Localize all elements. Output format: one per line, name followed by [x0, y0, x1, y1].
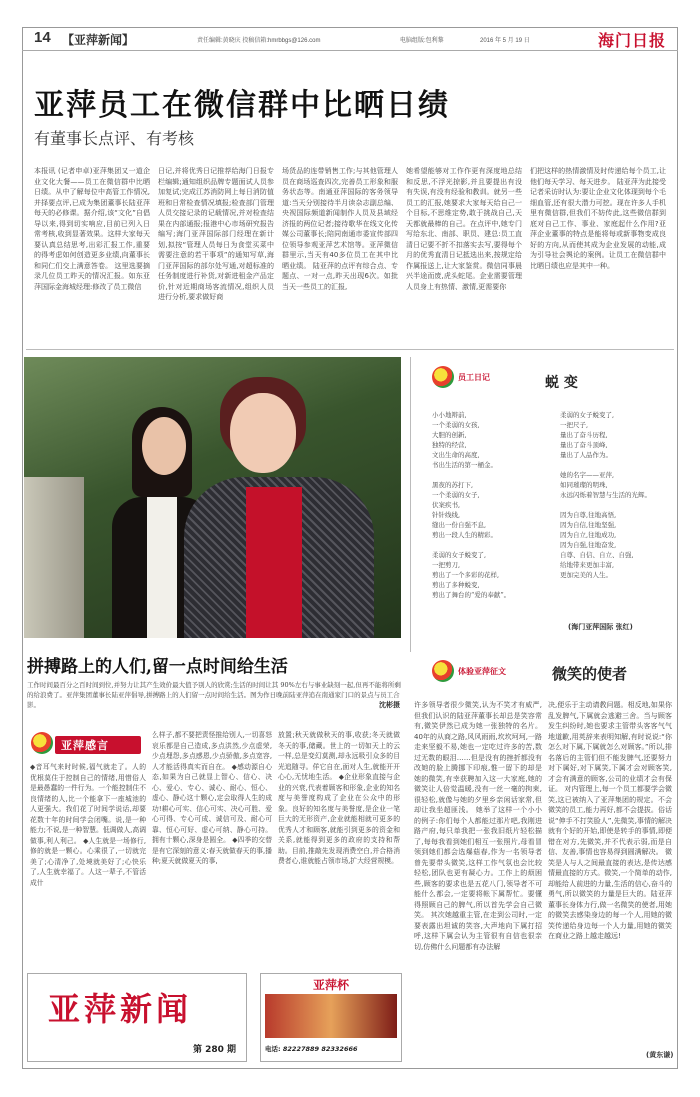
masthead-title: 亚萍新闻	[48, 990, 193, 1028]
yaping-news-masthead	[27, 973, 247, 1062]
article-column-3: 场货品的连带销售工作;与其他管理人员在商场巡查四次,完善员工形象和服务状态等。南通亚萍国际的客务领导道:当天分别接待半月读杂志副总编、央视国际频道新闻制作人员及县域经济报的两位记者;接待歌华在线文化传媒公司董事长;陪同南通市委宣传部四位领导参观亚萍艺术馆等。亚萍微信群里示,当天有40多位员工在其中比晒业绩。 陆亚萍的点评有综合点、专题点、一对一点,昨天出现6次。如批当天一些员工的汇报,	[282, 167, 398, 291]
essay-author: (黄东谦)	[646, 1051, 674, 1059]
sayings-badge-label: 亚萍感言	[61, 739, 109, 752]
essay-column-2: 决,便乐于主动请教问题。相反地,如果你乱发脾气,下属就会逃避三舍。当与顾客发生纠纷时,她也要求主管带头客客气气地道歉,用英辞来表明知解,有时说说:“你怎么对下属,下属就怎么对顾客。”所以,排名落后的主管们但不能发脾气,还要努力对下属好,对下属笑,下属才会对顾客笑,才会有满意的顾客,公司的业绩才会有保证。 对内管理上,每一个员工都要学会微笑,这已被纳入了亚萍集团的规定。不会微笑的员工,能力再好,都不会提拔。俗话说“伸手不打笑脸人”,先微笑,事情的解决就有个好的开始,即使是转手的事情,即便错在对方,先微笑,并不代表示弱,而是自信、友善,事情也容易得到圆满解决。 微笑是人与人之间最直接的表达,是传达感情最直接的方式。微笑,一个简单的动作,却能给人前进的力量,生活的信心,奋斗的勇气,所以微笑的力量是巨大的。陆亚萍董事长身体力行,做一名微笑的使者,用她的微笑去感染身边的每一个人,用她的微笑传递给身边每一个人力量,用她的微笑在商业之路上越走越远!	[548, 701, 672, 940]
article-column-2: 日记,并将优秀日记推荐给海门日报专栏编辑;通知组织品牌专题面试人员参加复试;完成江苏消防网上每日消防值班和日常检查情况填报;检查部门管理人员交接记录的记载情况,并对检查结果在内部通报;报港中心市场研究报告编写;海门亚萍国际部门经理在新计划,拟按“管理人员每日为食堂买菜中需要注意的若干事项”的通知写草,海门亚萍国际的部尔处写通,对超标准的任务制度进行补货,对新进租金产品定价,针对近期商场客流情况,组织人员进行分析,要求做好商	[158, 167, 274, 301]
photo-caption-text: 工作时间最百分之百时间到位,并努力让其产生效价最大值予别人的欣赏;生活的时间让其 90%左右与事业缺刻一起,但再不能将所剩的给浪费了。亚萍集团董事长陆亚萍倡导,拼搏路上的人们留一点时间给生活。图为作日晚前陆亚萍追在南通家门口的景点与员工合影。	[27, 681, 401, 709]
page-number: 14	[34, 29, 51, 46]
poem-right-column: 柔弱的女子蜕变了, 一把尺子, 量出了奋斗历程, 量出了奋斗顶峰, 量出了人品作为。 她的名字——亚萍, 如同璀璨的明珠, 永远闪烁着智慧与生活的光辉。 因为自尊,往地高悟, 因为自信,往地坚强, 因为自立,往地成功, 因为自强,往地奋发, 自尊、自信、自立、自强, 给地带来更加丰富, 更加完美的人生。	[560, 411, 651, 579]
article-column-1: 本报讯 (记者申卓)亚萍集团又一道企业文化大餐——员工在微信群中比晒日绩。从中了解每位中高管工作情况,并择要点评,已成为集团董事长陆亚萍每天的必修课。据介绍,该“文化”自倡导以来,得到切实响应,目前已列入日常考核,收到显著效果。这样大家每天要认真总结思考,出彩汇报工作,重要的得考虑如何创造更多业绩,向董事长和同仁们交上满意答卷。 这里选要摘录几位员工昨天的情况汇报。如东亚萍国际金海城经理:修改了员工微信	[34, 167, 150, 291]
sayings-column-1: ◆音耳气来时时候,福气就走了。人的优根莫住于控制自己的情绪,用惜俗人是最愚蠢的一件行为。一个能控制住不良情绪的人,比一个能拿下一座城池的人更强大。我们花了时间学说话,却要花数十年的时间学会闭嘴。说,是一种能力;不说,是一种智慧。低调做人,高调做事,利人利己。 ◆人生就是一场修行,修的就是一颗心。心乘很了,一切就完美了;心清净了,处境就美好了;心快乐了,人生就幸福了。人这一辈子,不管活成什	[30, 763, 146, 887]
photo-path	[24, 477, 84, 638]
diary-badge-label: 员工日记	[458, 371, 490, 382]
poem-title: 蜕 变	[545, 375, 578, 391]
yaping-cup-ad	[260, 973, 402, 1062]
section-name: 【亚萍新闻】	[62, 33, 135, 47]
yaping-logo-icon	[31, 732, 53, 754]
page-header	[22, 26, 678, 51]
issue-number: 第 280 期	[192, 1045, 236, 1055]
cup-ad-image	[265, 994, 397, 1038]
paper-name-logo: 海门日报	[597, 31, 666, 50]
yaping-logo-icon	[432, 366, 454, 388]
headline: 亚萍员工在微信群中比晒日绩	[34, 88, 450, 123]
poem-author: (海门亚萍国际 张红)	[568, 623, 633, 631]
subheadline: 有董事长点评、有考核	[34, 129, 195, 148]
vertical-divider	[410, 357, 411, 652]
photo-person-right	[184, 377, 374, 638]
essay-column-1: 许多领导者很少微笑,认为不笑才有威严,但我们认识的陆亚萍董事长却总是笑容常有,微笑伊然已成为她一张独特的名片。40年的从商之路,风风雨雨,坎坎坷坷,一路走来坚毅不易,她也一定吃过许多的苦,数过无数的眼泪……但是没有的挫折都没有改她的脸上腾挪下印痕,惟一留下的却是她的微笑,有幸获聘加入这一大家庭,她的微笑让人倍觉温暖,没有一丝一毫的拘束,很轻松,就像与她的夕里乡亲闲话家常,但却让我坐超匪浅。 她举了这样一个小小的例子:你们每个人都能过那片吧,我刚进路产府,每只单我把一张我旧纸片轻松描了,每每我看到她们相互一张照片,母看冒领到她们都会选爆菇春,作为一名领导者曾先要带头微笑,这样工作气氛也会比较轻松,团队也更有凝心力。工作上的烦困些,顾客的要求也是五花八门,领导者不可能什么都会,一定要将帐下属帮忙。要懂得照顾自己的脾气,所以首先学会自己微笑。 其次她越重主管,在走到公司时,一定要表露出坦诚的笑容,大声地向下属打招呼,这样下属会认为主管很有自信也很亲切,仿佛什么问题都有办法解	[414, 701, 542, 951]
cup-ad-phone	[265, 1044, 358, 1053]
essay-badge	[432, 660, 506, 682]
sayings-column-2: 么样子,都不要把责怪推给别人,一切喜怒哀乐都是自己造成,多点洪然,少点虚荣,少点埋怨,多点感恩,少点骄傲,多点宽容,人才能活得真实而自在。 ◆感动源自心态,如果为自己就显上智心、信心、决心、爱心、专心、诚心、耐心、恒心、虚心、静心这十颗心,定会取得人生的成功!耕心可实、信心可实、决心可胜、爱心可得、专心可成、诚信可及、耐心可靠、恒心可好、虚心可纳、静心可持。拥有十颗心,深身是圆全。 ◆四季的交替是有它深刻的意义:春天就做春天的事,播种;夏天就做夏天的事,	[152, 731, 272, 865]
sayings-column-3: 放置;秋天就做秋天的事,收获;冬天就做冬天的事,储藏。世上的一切如天上的云一样,总是变幻莫测,却永远吸引众多的目光追随寻。佯它自在,面对人生,就能开开心心,无忧地生活。 ◆企业形象直接与企业的兴衰,代表着顾客和形象,企业的知名度与美誉度构成了企业在公众中的形象。良好的知名度与美誉度,是企业一笔巨大的无形资产,企业就能相就可更多的优秀人才和顾客,就能引到更多的资金和关系,就能得到更多的政府的支持和帮助。目前,推敲先发现消费空白,并合格消费者心,谁就能占领市场,扩大经营规模。	[278, 731, 400, 865]
essay-badge-label: 体验亚萍征文	[458, 665, 506, 676]
cup-ad-phone-1: 82227889	[282, 1045, 320, 1053]
yaping-logo-icon	[432, 660, 454, 682]
cup-ad-phone-label: 电话:	[265, 1045, 281, 1053]
article-column-4: 她希望能够对工作作更有深度地总结和反思,不浮光掠影,并且要提出有没有失误,有没有经验和教训。就另一些员工的汇报,她要求大家每天给自己一个目标,不思维定势,敢于挑战自己,天天都就最棒的自己。在点评中,她专门写给东北、南部、职员、建总:员工直清日记要不折不扣落实去写,要得每个月的优秀直清日记抵选出来,按规定给作属报送上,让大家鉴赏。微信同事晨兴半途而废,虎头蛇尾。企业需要管理人员身上有热情、激情,更需要你	[406, 167, 522, 291]
issue-date: 2016 年 5 月 19 日	[480, 38, 530, 44]
article-column-5: 们把这样的热情激情及时传递给每个员工,让他们每天学习、每天进步。 陆亚萍为此接受记者采访时认为:要让企业文化体现到每个毛细血管,还有很大潜力可挖。现在许多人手机里有微信群,但我们不妨传此,这些微信群到底对自己工作、事业、家庭起什么作用?亚萍企业董事的特点是能将每或新事物变成良好的方向,从而使其成为企业发展的动能,成为引导社会舆论的案例。让员工在微信群中比晒日绩也应是其中一种。	[530, 167, 666, 270]
cup-ad-title: 亚萍杯	[312, 978, 349, 992]
diary-badge	[432, 366, 490, 388]
cup-ad-phone-2: 82332666	[321, 1045, 358, 1053]
poem-left-column: 小小地辩前, 一个柔弱的女孩, 大胆的创新, 独特的经营, 文出生命的高度, 书出生活的第一桶金。 黑夜的苏打下, 一个柔弱的女子, 伏案疾书, 针针线线, 缝出一份自强不息, 剪出一段人生的精彩。 柔弱的女子蜕变了, 一把剪刀, 剪出了一个多彩的花样, 剪出了多种蜕变, 剪出了舞台的“爱的奉献”。	[432, 411, 511, 599]
sayings-badge	[31, 730, 141, 758]
essay-title: 微笑的使者	[552, 665, 628, 683]
group-photo	[24, 357, 401, 638]
layout-line: 电脑组版:包利黎	[400, 38, 444, 44]
editor-line: 责任编辑:黄晓庆 投稿信箱:hmrbbgs@126.com	[197, 38, 321, 44]
section-divider	[26, 349, 674, 350]
photo-caption-title: 拼搏路上的人们,留一点时间给生活	[27, 657, 288, 677]
photo-credit: 沈彬摄	[379, 701, 400, 709]
